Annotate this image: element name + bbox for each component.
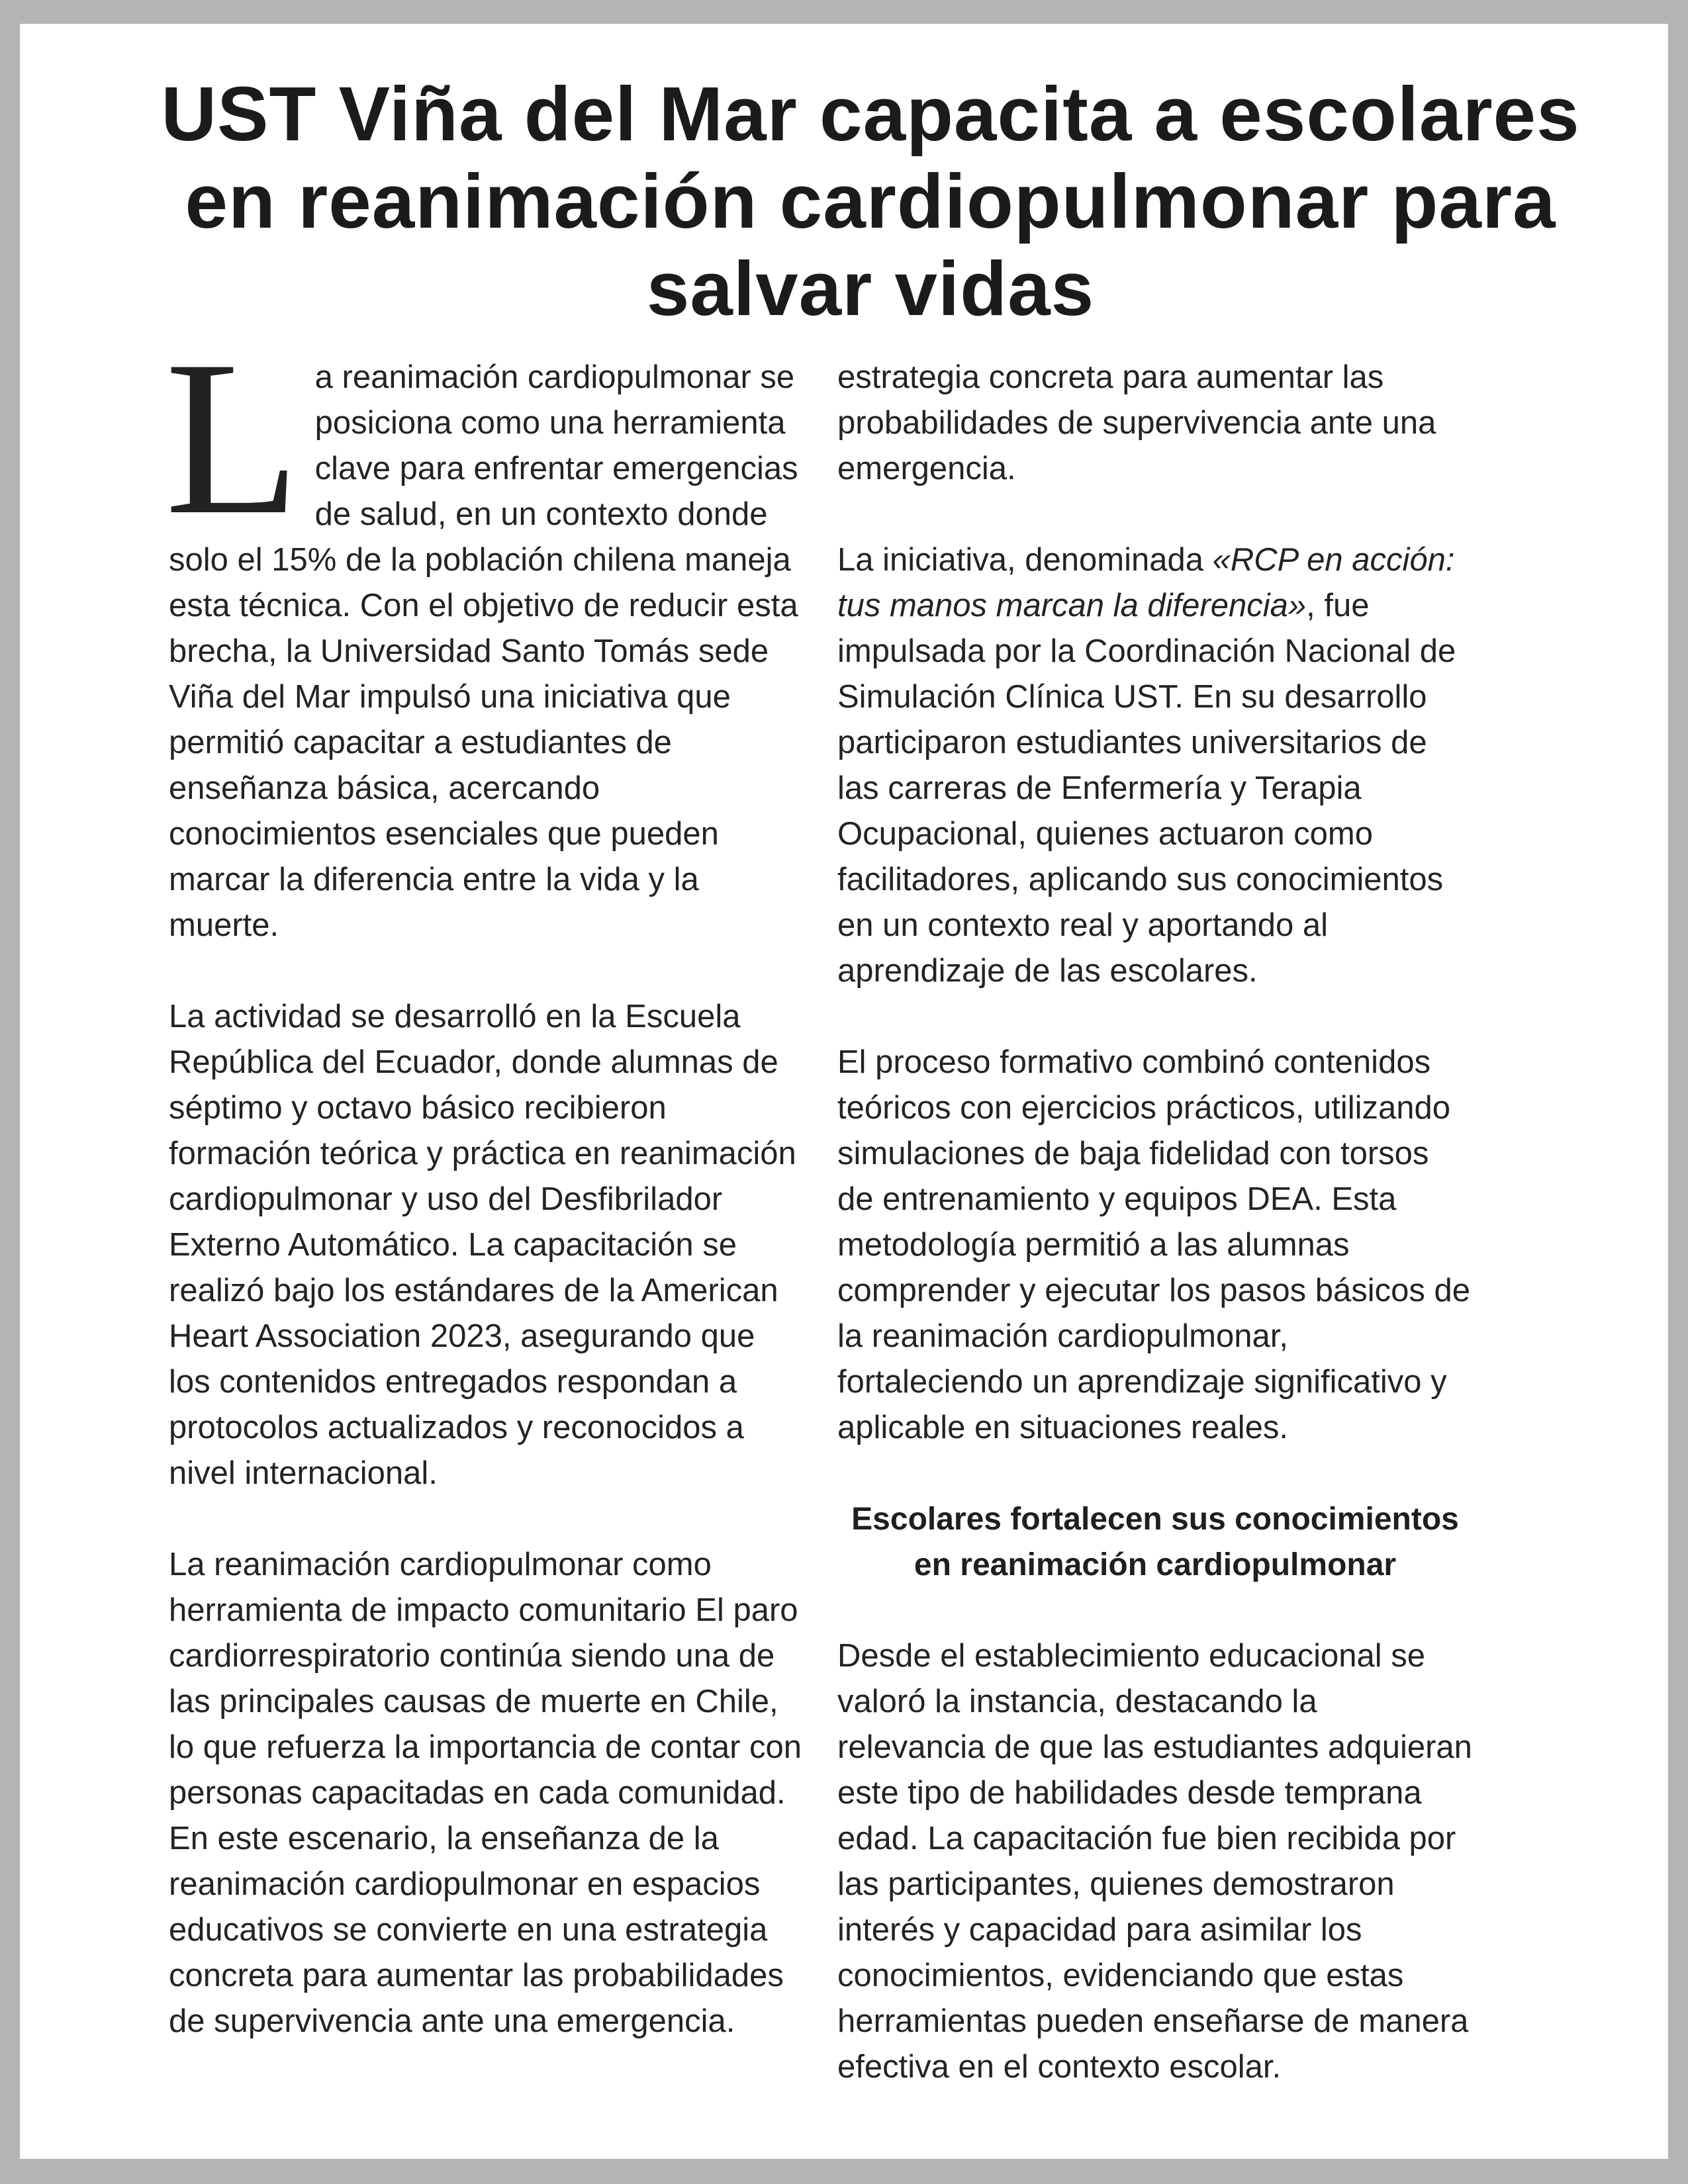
section-subheading: Escolares fortalecen sus conocimientos en reanimación cardiopulmonar <box>851 1502 1459 1582</box>
paragraph-initiative <box>837 537 1473 994</box>
initiative-name: «RCP en acción: tus manos marcan la diferencia» <box>837 542 1455 623</box>
initiative-text-before: La iniciativa, denominada <box>837 542 1213 578</box>
article-page <box>20 24 1668 2159</box>
initiative-text-after: , fue impulsada por la Coordinación Nacional de Simulación Clínica UST. En su desarrollo participaron estudiantes universitarios de las carreras de Enfermería y Terapia Ocupacional, quienes actuaron como facilitadores, aplicando sus conocimientos en un contexto real y aportando al aprendizaje de las escolares. <box>837 588 1456 989</box>
paragraph-intro-text: a reanimación cardiopulmonar se posiciona como una herramienta clave para enfrentar emergencias de salud, en un contexto donde solo el 15% de la población chilena maneja esta técnica. Con el objetivo de reducir esta brecha, la Universidad Santo Tomás sede Viña del Mar impulsó una iniciativa que permitió capacitar a estudiantes de enseñanza básica, acercando conocimientos esenciales que pueden marcar la diferencia entre la vida y la muerte. <box>169 359 798 943</box>
paragraph-process: El proceso formativo combinó contenidos teóricos con ejercicios prácticos, utilizando simulaciones de baja fidelidad con torsos de entrenamiento y equipos DEA. Esta metodología permitió a las alumnas comprender y ejecutar los pasos básicos de la reanimación cardiopulmonar, fortaleciendo un aprendizaje significativo y aplicable en situaciones reales. <box>837 1044 1471 1445</box>
right-column <box>837 355 1473 2090</box>
drop-cap: L <box>165 315 301 561</box>
article-headline: UST Viña del Mar capacita a escolares en reanimación cardiopulmonar para salvar vidas <box>161 71 1580 332</box>
left-column <box>165 315 804 2044</box>
paragraph-community-continued: estrategia concreta para aumentar las probabilidades de supervivencia ante una emergencia. <box>837 359 1436 486</box>
paragraph-school: Desde el establecimiento educacional se valoró la instancia, destacando la relevancia de que las estudiantes adquieran este tipo de habilidades desde temprana edad. La capacitación fue bien recibida por las participantes, quienes demostraron interés y capacidad para asimilar los conocimientos, evidenciando que estas herramientas pueden enseñarse de manera efectiva en el contexto escolar. <box>837 1638 1472 2085</box>
paragraph-activity: La actividad se desarrolló en la Escuela República del Ecuador, donde alumnas de séptimo y octavo básico recibieron formación teórica y práctica en reanimación cardiopulmonar y uso del Desfibrilador Externo Automático. La capacitación se realizó bajo los estándares de la American Heart Association 2023, asegurando que los contenidos entregados respondan a protocolos actualizados y reconocidos a nivel internacional. <box>169 999 796 1491</box>
paragraph-intro <box>165 315 804 948</box>
paragraph-community: La reanimación cardiopulmonar como herramienta de impacto comunitario El paro cardiorrespiratorio continúa siendo una de las principales causas de muerte en Chile, lo que refuerza la importancia de contar con personas capacitadas en cada comunidad. En este escenario, la enseñanza de la reanimación cardiopulmonar en espacios educativos se convierte en una estrategia concreta para aumentar las probabilidades de supervivencia ante una emergencia. <box>169 1547 802 2039</box>
